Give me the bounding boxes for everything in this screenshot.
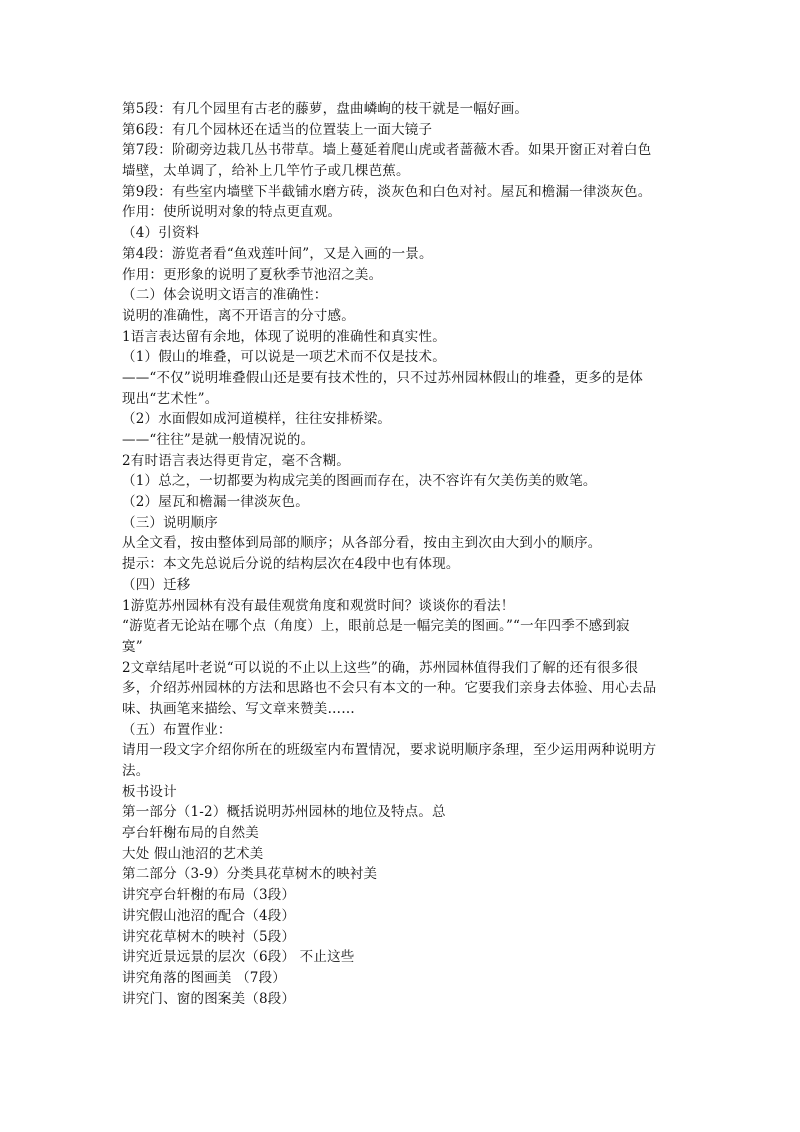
section-heading: （三）说明顺序 — [122, 514, 218, 531]
text-line: 第二部分（3-9）分类具花草树木的映衬美 — [122, 866, 378, 883]
text-line: 亭台轩榭布局的自然美 — [122, 825, 259, 842]
text-line: （4）引资料 — [122, 225, 200, 242]
section-heading: 板书设计 — [122, 783, 177, 800]
text-line: （2）屋瓦和檐漏一律淡灰色。 — [122, 494, 309, 511]
text-line: 第4段：游览者看“鱼戏莲叶间”，又是入画的一景。 — [122, 245, 433, 262]
text-line: 墙壁，太单调了，给补上几竿竹子或几棵芭蕉。 — [122, 163, 410, 180]
text-line: 请用一段文字介绍你所在的班级室内布置情况，要求说明顺序条理，至少运用两种说明方 — [122, 742, 657, 759]
text-line: 1游览苏州园林有没有最佳观赏角度和观赏时间？谈谈你的看法！ — [122, 597, 515, 614]
text-line: 第5段：有几个园里有古老的藤萝，盘曲嶙峋的枝干就是一幅好画。 — [122, 101, 529, 117]
text-line: （1）总之，一切都要为构成完美的图画而存在，决不容许有欠美伤美的败笔。 — [122, 473, 597, 490]
text-line: “游览者无论站在哪个点（角度）上，眼前总是一幅完美的图画。”“一年四季不感到寂 — [122, 618, 630, 635]
text-line: （2）水面假如成河道模样，往往安排桥梁。 — [122, 411, 392, 428]
text-line: 说明的准确性，离不开语言的分寸感。 — [122, 307, 355, 324]
text-line: 现出“艺术性”。 — [122, 390, 219, 407]
text-line: 讲究角落的图画美 （7段） — [122, 969, 286, 986]
text-line: 大处 假山池沼的艺术美 — [122, 845, 264, 862]
text-line: 讲究门、窗的图案美（8段） — [122, 990, 296, 1007]
text-line: 第7段：阶砌旁边栽几丛书带草。墙上蔓延着爬山虎或者蔷薇木香。如果开窗正对着白色 — [122, 142, 652, 159]
text-line: 第一部分（1-2）概括说明苏州园林的地位及特点。总 — [122, 804, 446, 821]
text-line: 从全文看，按由整体到局部的顺序；从各部分看，按由主到次由大到小的顺序。 — [122, 535, 602, 552]
text-line: 寞” — [122, 638, 143, 655]
text-line: 作用：使所说明对象的特点更直观。 — [122, 204, 342, 221]
document-body — [122, 99, 682, 1009]
text-line: ——“往往”是就一般情况说的。 — [122, 432, 315, 448]
text-line: 第6段：有几个园林还在适当的位置装上一面大镜子 — [122, 121, 433, 138]
text-line: 讲究花草树木的映衬（5段） — [122, 928, 296, 945]
section-heading: （二）体会说明文语言的准确性： — [122, 287, 328, 304]
section-heading: （四）迁移 — [122, 576, 191, 593]
text-line: 多，介绍苏州园林的方法和思路也不会只有本文的一种。它要我们亲身去体验、用心去品 — [122, 680, 657, 697]
text-line: 2有时语言表达得更肯定，毫不含糊。 — [122, 452, 350, 469]
text-line: 味、执画笔来描绘、写文章来赞美…… — [122, 700, 355, 717]
text-line: 2文章结尾叶老说“可以说的不止以上这些”的确，苏州园林值得我们了解的还有很多很 — [122, 659, 639, 676]
text-line: （1）假山的堆叠，可以说是一项艺术而不仅是技术。 — [122, 349, 446, 366]
text-line: 法。 — [122, 763, 150, 779]
text-line: 讲究假山池沼的配合（4段） — [122, 907, 296, 924]
section-heading: （五）布置作业： — [122, 721, 232, 738]
text-line: 讲究亭台轩榭的布局（3段） — [122, 887, 296, 904]
text-line: 1语言表达留有余地，体现了说明的准确性和真实性。 — [122, 328, 446, 345]
text-line: 第9段：有些室内墙壁下半截铺水磨方砖，淡灰色和白色对衬。屋瓦和檐漏一律淡灰色。 — [122, 183, 652, 200]
text-line: 提示：本文先总说后分说的结构层次在4段中也有体现。 — [122, 556, 460, 573]
text-line: 讲究近景远景的层次（6段） 不止这些 — [122, 949, 355, 966]
text-line: 作用：更形象的说明了夏秋季节池沼之美。 — [122, 266, 383, 283]
text-line: ——“不仅”说明堆叠假山还是要有技术性的，只不过苏州园林假山的堆叠，更多的是体 — [122, 369, 644, 386]
